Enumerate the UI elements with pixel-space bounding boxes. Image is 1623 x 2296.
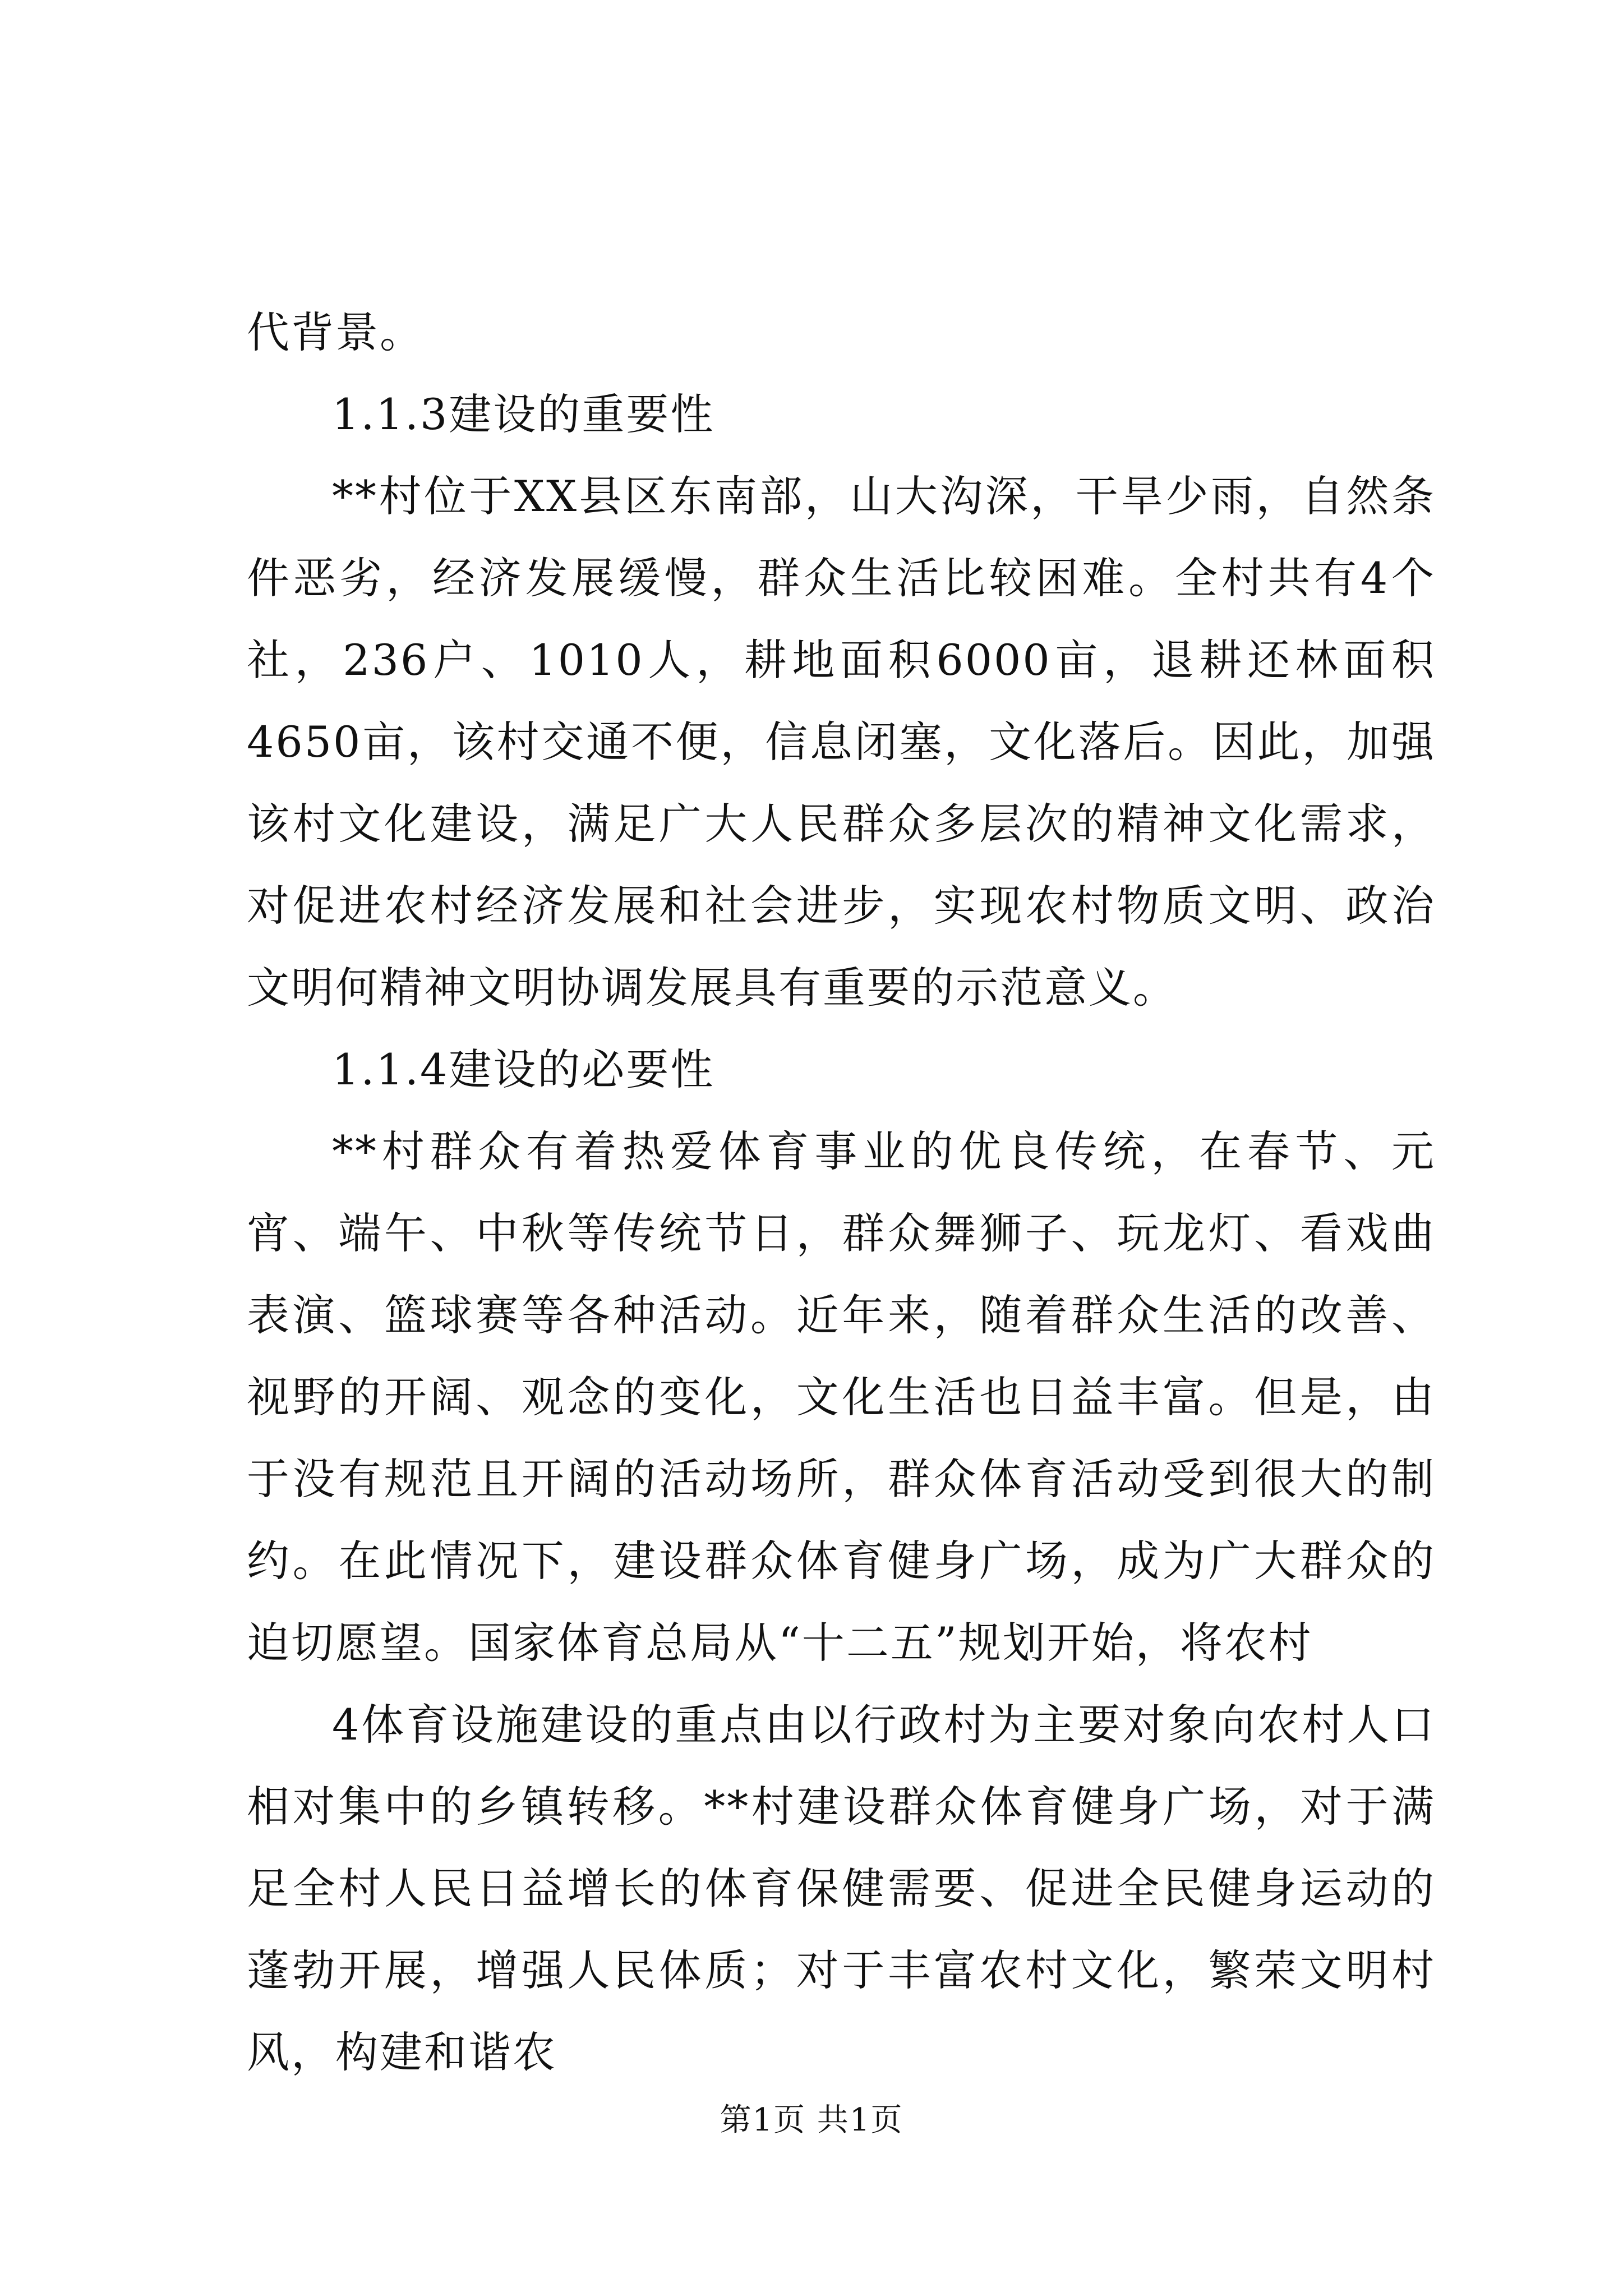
paragraph-facilities: 4体育设施建设的重点由以行政村为主要对象向农村人口相对集中的乡镇转移。**村建设群众体育健身广场，对于满足全村人民日益增长的体育保健需要、促进全民健身运动的蓬勃开展，增强人民体质；对于丰富农村文化，繁荣文明村风，构建和谐农	[247, 1700, 1436, 2077]
section-heading-1-1-4: 1.1.4建设的必要性	[332, 1045, 715, 1094]
page-footer: 第1页 共1页	[720, 2102, 903, 2138]
paragraph-importance: **村位于XX县区东南部，山大沟深，干旱少雨，自然条件恶劣，经济发展缓慢，群众生活比较困难。全村共有4个社，236户、1010人，耕地面积6000亩，退耕还林面积4650亩，该村交通不便，信息闭塞，文化落后。因此，加强该村文化建设，满足广大人民群众多层次的精神文化需求，对促进农村经济发展和社会进步，实现农村物质文明、政治文明何精神文明协调发展具有重要的示范意义。	[247, 471, 1436, 1013]
section-heading-1-1-3: 1.1.3建设的重要性	[332, 389, 715, 439]
document-body	[247, 292, 1436, 2093]
paragraph-continuation: 代背景。	[247, 307, 424, 357]
paragraph-necessity: **村群众有着热爱体育事业的优良传统，在春节、元宵、端午、中秋等传统节日，群众舞狮子、玩龙灯、看戏曲表演、篮球赛等各种活动。近年来，随着群众生活的改善、视野的开阔、观念的变化，文化生活也日益丰富。但是，由于没有规范且开阔的活动场所，群众体育活动受到很大的制约。在此情况下，建设群众体育健身广场，成为广大群众的迫切愿望。国家体育总局从“十二五”规划开始，将农村	[247, 1126, 1436, 1668]
